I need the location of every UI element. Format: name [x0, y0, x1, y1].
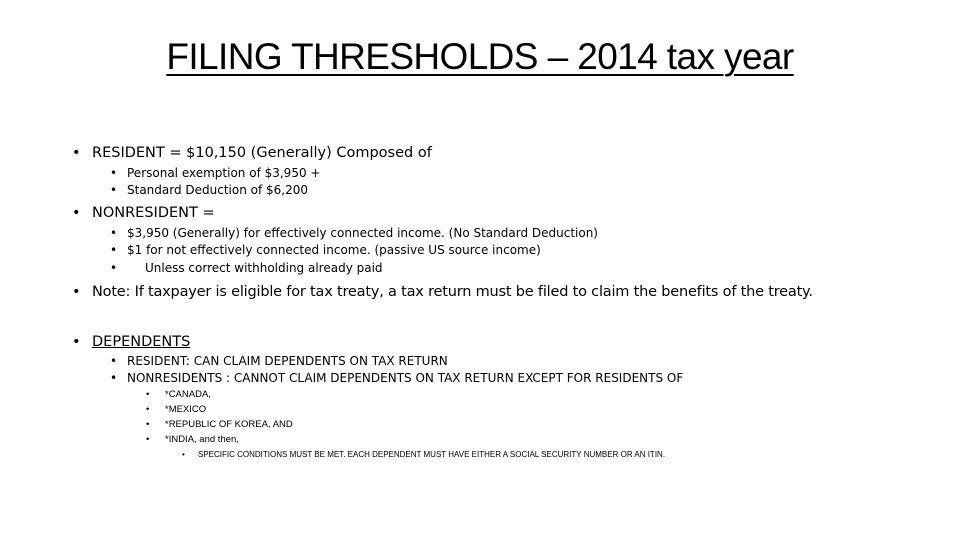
bullet-icon: •	[110, 226, 118, 240]
country-item: *INDIA, and then,	[165, 434, 239, 445]
bullet-icon: •	[182, 450, 185, 459]
nonresident-item: NONRESIDENT =	[92, 205, 215, 221]
dependents-heading: DEPENDENTS	[92, 334, 191, 350]
slide-title: FILING THRESHOLDS – 2014 tax year	[166, 36, 794, 77]
nonresident-sub-item: $1 for not effectively connected income. (passive US source income)	[127, 243, 541, 257]
bullet-icon: •	[146, 434, 150, 445]
bullet-icon: •	[72, 334, 81, 350]
bullet-icon: •	[72, 145, 81, 161]
resident-sub-item: Standard Deduction of $6,200	[127, 183, 309, 197]
conditions-item: SPECIFIC CONDITIONS MUST BE MET. EACH DEPENDENT MUST HAVE EITHER A SOCIAL SECURITY NUMBER OR AN ITIN.	[198, 450, 666, 459]
resident-item: RESIDENT = $10,150 (Generally) Composed of	[92, 145, 432, 161]
dependents-sub-item: RESIDENT: CAN CLAIM DEPENDENTS ON TAX RETURN	[127, 354, 448, 368]
bullet-icon: •	[72, 284, 81, 300]
bullet-icon: •	[146, 404, 150, 415]
nonresident-sub-item: Unless correct withholding already paid	[145, 261, 383, 275]
country-item: *REPUBLIC OF KOREA, AND	[165, 419, 293, 430]
country-item: *MEXICO	[165, 404, 207, 415]
bullet-icon: •	[72, 205, 81, 221]
country-item: *CANADA,	[165, 389, 211, 400]
bullet-icon: •	[110, 371, 118, 385]
bullet-icon: •	[110, 166, 118, 180]
bullet-icon: •	[110, 354, 118, 368]
bullet-icon: •	[110, 183, 118, 197]
nonresident-sub-item: $3,950 (Generally) for effectively connected income. (No Standard Deduction)	[127, 226, 598, 240]
dependents-sub-item: NONRESIDENTS : CANNOT CLAIM DEPENDENTS ON TAX RETURN EXCEPT FOR RESIDENTS OF	[127, 371, 684, 385]
bullet-icon: •	[146, 419, 150, 430]
bullet-icon: •	[110, 243, 118, 257]
bullet-icon: •	[110, 261, 118, 275]
treaty-note: Note: If taxpayer is eligible for tax treaty, a tax return must be filed to claim the benefits of the treaty.	[92, 284, 813, 300]
bullet-icon: •	[146, 389, 150, 400]
resident-sub-item: Personal exemption of $3,950 +	[127, 166, 321, 180]
